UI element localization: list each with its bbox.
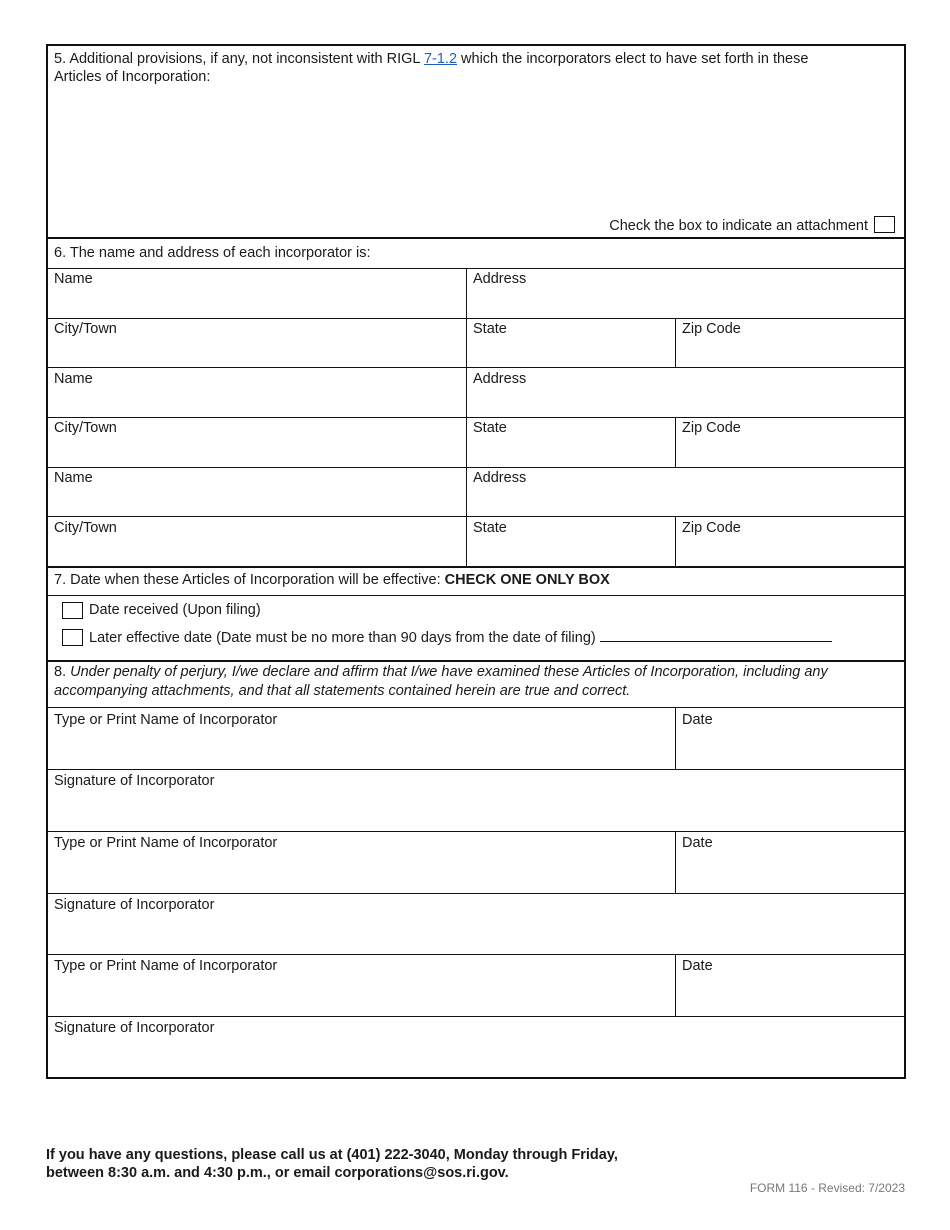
incorporator-1-state-field[interactable] xyxy=(469,320,673,365)
section8-line1-text: Under penalty of perjury, I/we declare and affirm that I/we have examined these Articles of Incorporation, including any xyxy=(70,664,828,680)
incorporator-1-city-label: City/Town xyxy=(54,321,117,337)
signer-2-date-field[interactable] xyxy=(678,833,900,891)
attachment-label: Check the box to indicate an attachment xyxy=(609,218,868,234)
signer-3-signature-field[interactable] xyxy=(50,1018,900,1073)
incorporator-1-name-field[interactable] xyxy=(50,270,464,316)
divider xyxy=(675,831,676,893)
signer-2-signature-field[interactable] xyxy=(50,895,900,952)
divider xyxy=(48,831,904,832)
additional-provisions-field[interactable] xyxy=(54,90,894,210)
incorporator-2-city-field[interactable] xyxy=(50,419,464,465)
divider xyxy=(48,660,904,662)
incorporator-3-address-label: Address xyxy=(473,470,527,486)
signer-2-signature-label: Signature of Incorporator xyxy=(54,897,215,913)
incorporator-2-zip-field[interactable] xyxy=(678,419,900,465)
divider xyxy=(675,516,676,566)
incorporator-2-state-field[interactable] xyxy=(469,419,673,465)
divider xyxy=(466,268,467,566)
incorporator-1-name-label: Name xyxy=(54,271,93,287)
divider xyxy=(48,893,904,894)
incorporator-3-zip-label: Zip Code xyxy=(682,520,741,536)
upon-filing-checkbox[interactable] xyxy=(62,602,83,619)
signer-1-signature-field[interactable] xyxy=(50,771,900,829)
divider xyxy=(48,318,904,319)
divider xyxy=(675,318,676,367)
signer-1-print-name-field[interactable] xyxy=(50,709,673,767)
signer-1-print-name-label: Type or Print Name of Incorporator xyxy=(54,712,278,728)
divider xyxy=(48,268,904,269)
incorporator-1-state-label: State xyxy=(473,321,507,337)
contact-line1: If you have any questions, please call us at (401) 222-3040, Monday through Friday, xyxy=(46,1147,618,1163)
section5-text-before: 5. Additional provisions, if any, not inconsistent with RIGL xyxy=(54,51,424,67)
later-date-field[interactable] xyxy=(600,628,832,642)
later-date-checkbox[interactable] xyxy=(62,629,83,646)
incorporator-2-city-label: City/Town xyxy=(54,420,117,436)
divider xyxy=(48,367,904,368)
signer-1-date-field[interactable] xyxy=(678,709,900,767)
incorporator-2-state-label: State xyxy=(473,420,507,436)
incorporator-2-name-field[interactable] xyxy=(50,369,464,415)
signer-3-signature-label: Signature of Incorporator xyxy=(54,1020,215,1036)
section5-text-line2: Articles of Incorporation: xyxy=(54,69,211,85)
signer-1-date-label: Date xyxy=(682,712,713,728)
form-number: FORM 116 - Revised: 7/2023 xyxy=(749,1181,905,1195)
section6-heading: 6. The name and address of each incorporator is: xyxy=(54,245,371,261)
section7-heading-text: 7. Date when these Articles of Incorporation will be effective: xyxy=(54,572,445,588)
incorporator-3-state-label: State xyxy=(473,520,507,536)
divider xyxy=(48,417,904,418)
incorporator-2-address-field[interactable] xyxy=(469,369,900,415)
divider xyxy=(48,237,904,239)
divider xyxy=(48,566,904,568)
section8-declaration-line1 xyxy=(54,664,828,681)
signer-3-print-name-label: Type or Print Name of Incorporator xyxy=(54,958,278,974)
articles-form xyxy=(46,44,906,1079)
incorporator-3-zip-field[interactable] xyxy=(678,518,900,564)
incorporator-2-name-label: Name xyxy=(54,371,93,387)
contact-line2: between 8:30 a.m. and 4:30 p.m., or email corporations@sos.ri.gov. xyxy=(46,1165,509,1181)
divider xyxy=(48,707,904,708)
contact-info xyxy=(46,1146,618,1182)
divider xyxy=(48,769,904,770)
signer-1-signature-label: Signature of Incorporator xyxy=(54,773,215,789)
divider xyxy=(48,467,904,468)
incorporator-3-address-field[interactable] xyxy=(469,469,900,514)
rigl-link[interactable]: 7-1.2 xyxy=(423,51,458,67)
section7-heading xyxy=(54,572,610,589)
section5-text xyxy=(54,51,808,68)
divider xyxy=(48,954,904,955)
section7-heading-bold: CHECK ONE ONLY BOX xyxy=(444,572,610,588)
incorporator-1-city-field[interactable] xyxy=(50,320,464,365)
divider xyxy=(675,707,676,769)
incorporator-3-state-field[interactable] xyxy=(469,518,673,564)
signer-2-date-label: Date xyxy=(682,835,713,851)
section8-declaration-line2: accompanying attachments, and that all statements contained herein are true and correct. xyxy=(54,683,631,699)
divider xyxy=(48,1016,904,1017)
attachment-checkbox[interactable] xyxy=(874,216,895,233)
section8-number: 8. xyxy=(54,664,71,680)
incorporator-3-name-field[interactable] xyxy=(50,469,464,514)
incorporator-2-zip-label: Zip Code xyxy=(682,420,741,436)
upon-filing-label: Date received (Upon filing) xyxy=(89,602,261,618)
incorporator-1-zip-label: Zip Code xyxy=(682,321,741,337)
divider xyxy=(675,954,676,1016)
divider xyxy=(675,417,676,467)
divider xyxy=(48,595,904,596)
incorporator-2-address-label: Address xyxy=(473,371,527,387)
signer-2-print-name-label: Type or Print Name of Incorporator xyxy=(54,835,278,851)
incorporator-1-address-label: Address xyxy=(473,271,527,287)
incorporator-3-city-field[interactable] xyxy=(50,518,464,564)
section5-text-after: which the incorporators elect to have set forth in these xyxy=(457,51,809,67)
signer-3-date-field[interactable] xyxy=(678,956,900,1014)
incorporator-1-zip-field[interactable] xyxy=(678,320,900,365)
divider xyxy=(48,516,904,517)
incorporator-3-city-label: City/Town xyxy=(54,520,117,536)
later-date-text: Later effective date (Date must be no more than 90 days from the date of filing) xyxy=(89,630,596,646)
incorporator-3-name-label: Name xyxy=(54,470,93,486)
signer-2-print-name-field[interactable] xyxy=(50,833,673,891)
signer-3-print-name-field[interactable] xyxy=(50,956,673,1014)
incorporator-1-address-field[interactable] xyxy=(469,270,900,316)
later-date-label xyxy=(89,628,832,647)
signer-3-date-label: Date xyxy=(682,958,713,974)
